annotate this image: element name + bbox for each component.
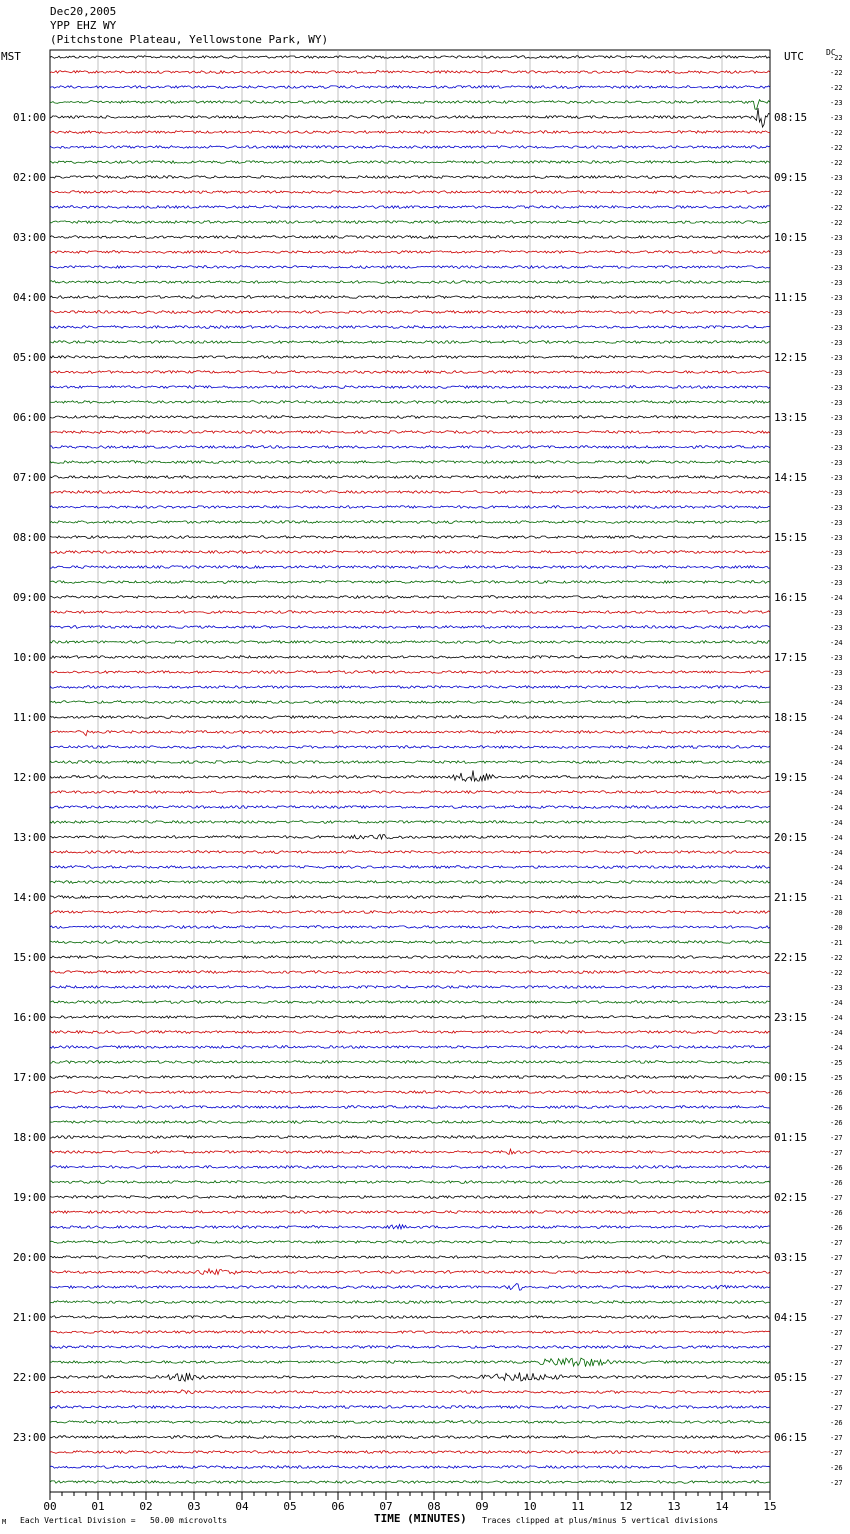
- trace-line: [50, 1001, 770, 1004]
- x-tick-label: 14: [715, 1500, 729, 1513]
- trace-line: [50, 866, 770, 869]
- station-location: (Pitchstone Plateau, Yellowstone Park, WY): [50, 33, 329, 46]
- right-hour-label: 03:15: [774, 1251, 808, 1264]
- right-hour-label: 23:15: [774, 1011, 808, 1024]
- trace-line: [50, 341, 770, 344]
- trace-line: [50, 1046, 770, 1049]
- right-hour-label: 08:15: [774, 111, 808, 124]
- dc-offset-label: -23: [830, 489, 843, 497]
- footer-mark: M: [2, 1518, 7, 1526]
- left-hour-label: 01:00: [13, 111, 47, 124]
- dc-offset-label: -23: [830, 654, 843, 662]
- dc-offset-label: -26: [830, 1104, 843, 1112]
- dc-offset-label: -26: [830, 1419, 843, 1427]
- dc-offset-label: -24: [830, 699, 843, 707]
- trace-line: [50, 461, 770, 464]
- dc-offset-label: -27: [830, 1434, 843, 1442]
- right-hour-label: 11:15: [774, 291, 808, 304]
- dc-offset-label: -27: [830, 1479, 843, 1487]
- trace-line: [50, 566, 770, 569]
- trace-line: [50, 281, 770, 284]
- trace-line: [50, 1076, 770, 1079]
- left-hour-label: 12:00: [13, 771, 47, 784]
- dc-offset-label: -27: [830, 1284, 843, 1292]
- dc-offset-label: -24: [830, 804, 843, 812]
- x-tick-label: 00: [43, 1500, 57, 1513]
- trace-line: [50, 671, 770, 674]
- trace-line: [50, 1136, 770, 1139]
- right-hour-label: 10:15: [774, 231, 808, 244]
- dc-offset-label: -27: [830, 1194, 843, 1202]
- trace-line: [50, 1358, 770, 1367]
- trace-line: [50, 1181, 770, 1184]
- dc-offset-label: -27: [830, 1329, 843, 1337]
- dc-offset-label: -24: [830, 819, 843, 827]
- trace-line: [50, 926, 770, 929]
- trace-line: [50, 1301, 770, 1304]
- right-hour-label: 12:15: [774, 351, 808, 364]
- x-tick-label: 02: [139, 1500, 153, 1513]
- trace-line: [50, 986, 770, 989]
- trace-line: [50, 1091, 770, 1094]
- dc-offset-label: -24: [830, 774, 843, 782]
- dc-offset-label: -22: [830, 159, 843, 167]
- dc-offset-label: -24: [830, 744, 843, 752]
- trace-line: [50, 1225, 770, 1230]
- dc-offset-label: -23: [830, 549, 843, 557]
- left-hour-label: 06:00: [13, 411, 47, 424]
- right-hour-label: 04:15: [774, 1311, 808, 1324]
- dc-offset-label: -22: [830, 84, 843, 92]
- x-tick-label: 10: [523, 1500, 537, 1513]
- trace-line: [50, 1269, 770, 1275]
- right-hour-label: 22:15: [774, 951, 808, 964]
- right-hour-label: 15:15: [774, 531, 808, 544]
- trace-line: [50, 1331, 770, 1334]
- dc-offset-label: -27: [830, 1254, 843, 1262]
- dc-offset-label: -24: [830, 789, 843, 797]
- dc-offset-label: -22: [830, 954, 843, 962]
- trace-line: [50, 1241, 770, 1244]
- left-hour-label: 02:00: [13, 171, 47, 184]
- dc-offset-label: -22: [830, 204, 843, 212]
- trace-line: [50, 806, 770, 809]
- trace-line: [50, 1196, 770, 1199]
- dc-offset-label: -23: [830, 399, 843, 407]
- dc-offset-label: -27: [830, 1344, 843, 1352]
- trace-line: [50, 191, 770, 194]
- right-hour-label: 14:15: [774, 471, 808, 484]
- right-hour-label: 02:15: [774, 1191, 808, 1204]
- dc-offset-label: -22: [830, 129, 843, 137]
- trace-line: [50, 770, 770, 781]
- dc-offset-label: -27: [830, 1374, 843, 1382]
- trace-line: [50, 206, 770, 209]
- dc-offset-label: -23: [830, 294, 843, 302]
- trace-line: [50, 1436, 770, 1439]
- trace-line: [50, 446, 770, 449]
- left-hour-label: 14:00: [13, 891, 47, 904]
- left-hour-label: 15:00: [13, 951, 47, 964]
- dc-offset-label: -23: [830, 234, 843, 242]
- trace-line: [50, 1451, 770, 1454]
- trace-line: [50, 356, 770, 359]
- dc-offset-label: -23: [830, 624, 843, 632]
- dc-offset-label: -22: [830, 189, 843, 197]
- trace-line: [50, 731, 770, 736]
- trace-line: [50, 1284, 770, 1291]
- dc-offset-label: -27: [830, 1359, 843, 1367]
- left-hour-label: 16:00: [13, 1011, 47, 1024]
- trace-line: [50, 326, 770, 329]
- left-hour-label: 22:00: [13, 1371, 47, 1384]
- left-hour-label: 10:00: [13, 651, 47, 664]
- dc-offset-label: -26: [830, 1209, 843, 1217]
- dc-offset-label: -21: [830, 894, 843, 902]
- left-hour-label: 17:00: [13, 1071, 47, 1084]
- trace-line: [50, 686, 770, 689]
- dc-offset-label: -24: [830, 1029, 843, 1037]
- dc-offset-label: -26: [830, 1089, 843, 1097]
- trace-line: [50, 1166, 770, 1169]
- right-hour-label: 21:15: [774, 891, 808, 904]
- right-hour-label: 05:15: [774, 1371, 808, 1384]
- dc-offset-label: -20: [830, 909, 843, 917]
- left-hour-label: 23:00: [13, 1431, 47, 1444]
- trace-line: [50, 1373, 770, 1382]
- dc-offset-label: -23: [830, 429, 843, 437]
- trace-line: [50, 221, 770, 224]
- dc-offset-label: -22: [830, 969, 843, 977]
- right-timezone-label: UTC: [784, 50, 804, 63]
- dc-offset-label: -24: [830, 594, 843, 602]
- left-hour-label: 20:00: [13, 1251, 47, 1264]
- dc-offset-label: -23: [830, 984, 843, 992]
- dc-offset-label: -27: [830, 1449, 843, 1457]
- left-timezone-label: MST: [1, 50, 21, 63]
- dc-offset-label: -22: [830, 219, 843, 227]
- trace-line: [50, 941, 770, 944]
- left-hour-label: 08:00: [13, 531, 47, 544]
- right-hour-label: 13:15: [774, 411, 808, 424]
- dc-offset-label: -23: [830, 474, 843, 482]
- trace-line: [50, 596, 770, 599]
- dc-offset-label: -27: [830, 1269, 843, 1277]
- trace-line: [50, 701, 770, 704]
- trace-line: [50, 1061, 770, 1064]
- trace-line: [50, 656, 770, 659]
- dc-offset-label: -23: [830, 504, 843, 512]
- trace-line: [50, 911, 770, 914]
- left-hour-label: 21:00: [13, 1311, 47, 1324]
- dc-offset-label: -27: [830, 1314, 843, 1322]
- dc-offset-label: -26: [830, 1164, 843, 1172]
- trace-line: [50, 1406, 770, 1409]
- trace-line: [50, 716, 770, 719]
- left-hour-label: 11:00: [13, 711, 47, 724]
- left-hour-label: 07:00: [13, 471, 47, 484]
- left-hour-label: 19:00: [13, 1191, 47, 1204]
- trace-line: [50, 521, 770, 524]
- trace-line: [50, 251, 770, 254]
- dc-offset-label: -23: [830, 669, 843, 677]
- trace-line: [50, 851, 770, 854]
- left-hour-label: 13:00: [13, 831, 47, 844]
- x-tick-label: 01: [91, 1500, 105, 1513]
- x-tick-label: 13: [667, 1500, 681, 1513]
- dc-offset-label: -21: [830, 939, 843, 947]
- dc-offset-label: -24: [830, 714, 843, 722]
- trace-line: [50, 536, 770, 539]
- right-hour-label: 19:15: [774, 771, 808, 784]
- trace-line: [50, 1211, 770, 1214]
- right-hour-label: 17:15: [774, 651, 808, 664]
- trace-line: [50, 821, 770, 824]
- dc-offset-label: -23: [830, 579, 843, 587]
- dc-offset-label: -23: [830, 114, 843, 122]
- dc-offset-label: -23: [830, 99, 843, 107]
- dc-offset-label: -27: [830, 1299, 843, 1307]
- dc-offset-label: -23: [830, 684, 843, 692]
- trace-line: [50, 131, 770, 134]
- dc-offset-label: -26: [830, 1224, 843, 1232]
- trace-line: [50, 1481, 770, 1484]
- trace-line: [50, 506, 770, 509]
- dc-offset-label: -23: [830, 264, 843, 272]
- right-hour-label: 18:15: [774, 711, 808, 724]
- dc-offset-label: -27: [830, 1239, 843, 1247]
- x-tick-label: 03: [187, 1500, 201, 1513]
- trace-line: [50, 491, 770, 494]
- plot-date: Dec20,2005: [50, 5, 117, 18]
- trace-line: [50, 431, 770, 434]
- trace-line: [50, 161, 770, 164]
- trace-line: [50, 1031, 770, 1034]
- trace-line: [50, 1149, 770, 1154]
- dc-offset-label: -23: [830, 459, 843, 467]
- clipping-note: Traces clipped at plus/minus 5 vertical divisions: [482, 1516, 719, 1525]
- dc-offset-label: -27: [830, 1404, 843, 1412]
- trace-line: [50, 86, 770, 89]
- trace-line: [50, 1390, 770, 1394]
- trace-line: [50, 296, 770, 299]
- dc-offset-label: -23: [830, 249, 843, 257]
- dc-offset-label: -24: [830, 834, 843, 842]
- dc-offset-label: -25: [830, 1059, 843, 1067]
- left-hour-label: 09:00: [13, 591, 47, 604]
- trace-line: [50, 791, 770, 794]
- x-tick-label: 07: [379, 1500, 393, 1513]
- trace-line: [50, 956, 770, 959]
- dc-offset-label: -23: [830, 279, 843, 287]
- trace-line: [50, 176, 770, 179]
- trace-line: [50, 108, 770, 127]
- trace-line: [50, 401, 770, 404]
- dc-offset-label: -23: [830, 354, 843, 362]
- vertical-scale-note: Each Vertical Division = 50.00 microvolts: [20, 1516, 228, 1525]
- x-tick-label: 06: [331, 1500, 345, 1513]
- dc-offset-label: -27: [830, 1389, 843, 1397]
- dc-offset-label: -23: [830, 444, 843, 452]
- trace-line: [50, 581, 770, 584]
- dc-offset-label: -24: [830, 879, 843, 887]
- dc-offset-label: -23: [830, 609, 843, 617]
- dc-offset-label: -24: [830, 639, 843, 647]
- right-hour-label: 01:15: [774, 1131, 808, 1144]
- dc-offset-label: -27: [830, 1134, 843, 1142]
- trace-line: [50, 626, 770, 629]
- dc-offset-label: -26: [830, 1119, 843, 1127]
- dc-offset-label: -25: [830, 1074, 843, 1082]
- dc-offset-label: -24: [830, 1044, 843, 1052]
- trace-line: [50, 1421, 770, 1424]
- x-tick-label: 09: [475, 1500, 489, 1513]
- x-tick-label: 11: [571, 1500, 585, 1513]
- trace-line: [50, 1016, 770, 1019]
- left-hour-label: 04:00: [13, 291, 47, 304]
- trace-line: [50, 1121, 770, 1124]
- dc-offset-label: -26: [830, 1464, 843, 1472]
- right-hour-label: 20:15: [774, 831, 808, 844]
- trace-line: [50, 386, 770, 389]
- dc-offset-label: -24: [830, 759, 843, 767]
- dc-offset-label: -23: [830, 369, 843, 377]
- trace-line: [50, 834, 770, 839]
- trace-line: [50, 236, 770, 239]
- x-tick-label: 04: [235, 1500, 249, 1513]
- dc-offset-label: -23: [830, 414, 843, 422]
- dc-offset-label: -23: [830, 534, 843, 542]
- trace-line: [50, 416, 770, 419]
- trace-line: [50, 611, 770, 614]
- dc-offset-label: -26: [830, 1179, 843, 1187]
- x-tick-label: 15: [763, 1500, 777, 1513]
- trace-line: [50, 1316, 770, 1319]
- x-tick-label: 08: [427, 1500, 441, 1513]
- dc-offset-header: DC: [826, 48, 836, 57]
- right-hour-label: 00:15: [774, 1071, 808, 1084]
- dc-offset-label: -23: [830, 174, 843, 182]
- trace-line: [50, 146, 770, 149]
- trace-line: [50, 761, 770, 764]
- trace-line: [50, 881, 770, 884]
- trace-line: [50, 311, 770, 314]
- dc-offset-label: -22: [830, 54, 843, 62]
- dc-offset-label: -23: [830, 309, 843, 317]
- dc-offset-label: -23: [830, 519, 843, 527]
- trace-line: [50, 56, 770, 59]
- dc-offset-label: -22: [830, 144, 843, 152]
- trace-line: [50, 266, 770, 269]
- right-hour-label: 09:15: [774, 171, 808, 184]
- trace-line: [50, 476, 770, 479]
- station-code: YPP EHZ WY: [50, 19, 117, 32]
- left-hour-label: 18:00: [13, 1131, 47, 1144]
- left-hour-label: 03:00: [13, 231, 47, 244]
- dc-offset-label: -22: [830, 69, 843, 77]
- trace-line: [50, 71, 770, 74]
- dc-offset-label: -23: [830, 564, 843, 572]
- trace-line: [50, 1106, 770, 1109]
- trace-line: [50, 100, 770, 110]
- dc-offset-label: -24: [830, 729, 843, 737]
- trace-line: [50, 1256, 770, 1259]
- trace-line: [50, 1346, 770, 1349]
- dc-offset-label: -23: [830, 324, 843, 332]
- dc-offset-label: -24: [830, 849, 843, 857]
- dc-offset-label: -24: [830, 999, 843, 1007]
- trace-line: [50, 746, 770, 749]
- trace-line: [50, 1466, 770, 1469]
- dc-offset-label: -24: [830, 864, 843, 872]
- dc-offset-label: -27: [830, 1149, 843, 1157]
- dc-offset-label: -23: [830, 384, 843, 392]
- dc-offset-label: -20: [830, 924, 843, 932]
- x-tick-label: 12: [619, 1500, 633, 1513]
- x-axis-label: TIME (MINUTES): [374, 1512, 467, 1525]
- trace-line: [50, 896, 770, 899]
- trace-line: [50, 971, 770, 974]
- trace-line: [50, 371, 770, 374]
- right-hour-label: 16:15: [774, 591, 808, 604]
- right-hour-label: 06:15: [774, 1431, 808, 1444]
- trace-line: [50, 641, 770, 644]
- dc-offset-label: -23: [830, 339, 843, 347]
- left-hour-label: 05:00: [13, 351, 47, 364]
- x-tick-label: 05: [283, 1500, 297, 1513]
- dc-offset-label: -24: [830, 1014, 843, 1022]
- trace-line: [50, 551, 770, 554]
